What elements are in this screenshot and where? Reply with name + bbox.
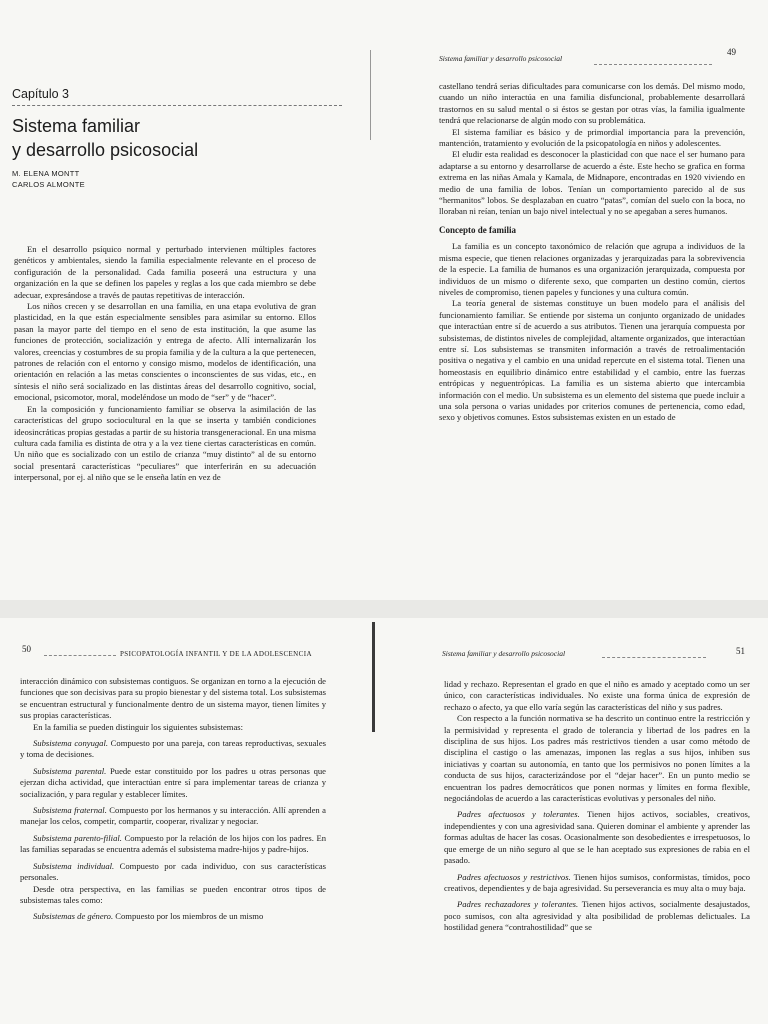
subsystem-text: Compuesto por una pareja, con tareas reproductivas, sexuales y toma de decisiones.	[20, 738, 326, 760]
subsystem-item	[20, 833, 326, 856]
subsystem-item	[20, 738, 326, 761]
parenting-style-text: Tienen hijos activos, sociables, creativos, independientes y con una agresividad sana. Quieren dominar el ambiente y aprender las formas adultas de hacer las cosas. Ocasionalmente son desobedientes e irrespetuosos, lo que emerge de un niño seguro al que se le han aceptado sus expresiones de rabia en el pasado.	[444, 809, 750, 866]
binding-shadow	[372, 622, 375, 732]
subsystem-term: Subsistema parental.	[33, 765, 107, 776]
subsystem-term: Subsistema conyugal.	[33, 738, 108, 749]
paragraph: La familia es un concepto taxonómico de relación que agrupa a individuos de la misma especie, que tienen relaciones organizadas y jerarquizadas para la sobrevivencia de la especie. La familia de humanos es una organización jerarquizada, compuesta por individuos de un mismo o diferente sexo, que comparten un destino común, ciertos niveles de compromiso, tienen papeles y funciones y una cultura común.	[439, 241, 745, 297]
subsystem-item	[20, 861, 326, 884]
running-header: Sistema familiar y desarrollo psicosocial	[439, 54, 563, 63]
subsystem-term: Subsistema fraternal.	[33, 805, 107, 816]
chapter-title-line-2: y desarrollo psicosocial	[12, 140, 199, 160]
parenting-style-term: Padres rechazadores y tolerantes.	[457, 899, 579, 910]
paragraph: Desde otra perspectiva, en las familias se pueden encontrar otros tipos de subsistemas tales como:	[20, 883, 326, 905]
paragraph: Con respecto a la función normativa se ha descrito un continuo entre la restricción y la permisividad y representa el grado de tolerancia y libertad de los padres en la disciplina de sus hijos. Los padres más restrictivos tienden a usar como método de disciplina el castigo o las amenazas, imponen las reglas a sus hijos, inhiben sus iniciativas y coartan su autonomía, en tanto que los permisivos no ponen límites a la conducta de sus hijos, caracterizándose por el “dejar hacer”. En un punto medio se encuentran los padres democráticos que ponen normas y límites en forma flexible, negociándolas de acuerdo a las características evolutivas y personales del niño.	[444, 713, 750, 804]
paragraph: lidad y rechazo. Representan el grado en que el niño es amado y aceptado como un ser único, con características individuales. No existe una forma única de expresión de rechazo o afecto, ya que ello varía según las características del niño y sus padres.	[444, 679, 750, 712]
paragraph: La teoría general de sistemas constituye un buen modelo para el análisis del funcionamiento familiar. Se entiende por sistema un conjunto organizado de unidades que interactúan entre sí de acuerdo a sus atributos. Tienen una jerarquía compuesta por subsistemas, de distintos niveles de complejidad, altamente organizados, que interactúan entre sí. Los subsistemas se transmiten información a través de retroalimentación positiva o negativa y el cambio en una unidad repercute en el sistema total. Tienen una homeostasis en equilibrio dinámico entre estabilidad y el cambio, entre las fuerzas entrópicas y neguentrópicas. La familia es un sistema abierto que intercambia información con el medio. Un subsistema es un elemento del sistema que puede incluir a una sola persona o varias unidades por criterios comunes de pertenencia, como edad, sexo y objetivos comunes. Estos subsistemas existen en un estado de	[439, 298, 745, 423]
binding-shadow	[370, 50, 371, 140]
page-number: 50	[22, 644, 31, 654]
header-rule	[602, 657, 706, 658]
paragraph: interacción dinámico con subsistemas contiguos. Se organizan en torno a la ejecución de funciones que son decisivas para su propio bienestar y del sistema total. Los subsistemas se encuentran estructural y funcionalmente dentro de un sistema mayor, tienen límites y sus propias características.	[20, 676, 326, 721]
page-chapter-opening	[0, 0, 384, 600]
body-text	[444, 679, 750, 934]
subsystem-text: Compuesto por cada individuo, con sus características personales.	[20, 860, 326, 883]
header-rule	[594, 64, 712, 65]
chapter-title	[12, 114, 198, 162]
subsystem-term: Subsistemas de género.	[33, 911, 114, 922]
parenting-style-term: Padres afectuosos y restrictivos.	[457, 871, 571, 882]
author-name: M. ELENA MONTT	[12, 169, 80, 178]
running-header: Sistema familiar y desarrollo psicosocial	[442, 649, 566, 658]
subsystem-term: Subsistema individual.	[33, 860, 115, 871]
paragraph: Los niños crecen y se desarrollan en una familia, en una etapa evolutiva de gran plasticidad, en la que están especialmente sensibles para asimilar su entorno. Ellos pasan la mayor parte del tiempo en el seno de esta institución, la que asume las funciones de protección, socialización y entrega de afecto. Allí internalizarán los valores, creencias y costumbres de su propia familia y de la cultura a la que pertenecen, patrones de relación con el entorno y consigo mismo, modelos de identificación, una orientación en relación a las metas conscientes o inconscientes de sus vidas, etc., en síntesis el niño será socializado en las distintas áreas del desarrollo cognitivo, social, emocional, psicomotor, moral, modeléndose un modo de “ser” y de “hacer”.	[14, 301, 316, 403]
paragraph: En la composición y funcionamiento familiar se observa la asimilación de las características del grupo sociocultural en la que se inserta y también condiciones ideosincráticas propias gestadas a partir de su historia transgeneracional. En una misma cultura cada familia es distinta de otra y a la vez tiene ciertas características en común. Un niño que es socializado con un estilo de crianza “muy distinto” al de su entorno social presentará características “peculiares” que interferirán en su adecuación interpersonal, por ej. al niño que se le enseña latín en vez de	[14, 403, 316, 483]
subsystem-text: Compuesto por los miembros de un mismo	[113, 911, 264, 922]
author-name: CARLOS ALMONTE	[12, 180, 85, 189]
subsystem-text: Compuesto por la relación de los hijos con los padres. En las familias separadas se encuentra además el subsistema madre-hijos y padre-hijos.	[20, 832, 327, 855]
page-51	[384, 618, 768, 1024]
parenting-style-item	[444, 809, 750, 866]
paragraph: En el desarrollo psíquico normal y perturbado intervienen múltiples factores genéticos y ambientales, siendo la familia especialmente relevante en el proceso de configuración de la personalidad. Cada familia poseerá una estructura y una organización en la que se definen los papeles y reglas a los que cada miembro se debe adecuar, expresándose a través de pautas repetitivas de interacción.	[14, 244, 316, 300]
paragraph: El sistema familiar es básico y de primordial importancia para la prevención, mantención, tratamiento y evolución de la psicopatología en niños y adolescentes.	[439, 126, 745, 149]
parenting-style-term: Padres afectuosos y tolerantes.	[457, 809, 580, 820]
running-header: PSICOPATOLOGÍA INFANTIL Y DE LA ADOLESCENCIA	[120, 650, 312, 658]
subsystem-text: Puede estar constituido por los padres u otras personas que ejerzan dicha actividad, que interactúan entre sí para implementar tareas de crianza y socialización, y para regular y establecer límites.	[20, 765, 326, 799]
paragraph: castellano tendrá serias dificultades para comunicarse con los demás. Del mismo modo, cuando un niño interactúa en una familia disfuncional, probablemente desarrollará trastornos en su salud mental o si éstos se gestan por otras vías, la familia igualmente tendrá que relacionarse de algún modo con su problemática.	[439, 81, 745, 126]
subsystem-item	[20, 805, 326, 828]
body-text	[20, 676, 326, 923]
subsystem-item	[20, 766, 326, 800]
chapter-title-line-1: Sistema familiar	[12, 116, 141, 136]
paragraph: El eludir esta realidad es desconocer la plasticidad con que nace el ser humano para adaptarse a su entorno y desarrollarse de acuerdo a éste. Este hecho se grafica en forma extrema en las niñas Amala y Kamala, de Midnapore, encontradas en 1920 viviendo en medio de una familia de lobos. Tenían un comportamiento parecido al de sus “hermanitos” lobos. Se desplazaban en cuatro “patas”, comían del suelo con la boca, no lloraban ni reían, tenían un bajo nivel intelectual y no se apegaban a seres humanos.	[439, 149, 745, 217]
chapter-rule	[12, 105, 342, 106]
parenting-style-text: Tienen hijos sumisos, conformistas, tímidos, poco creativos, dependientes y de baja agresividad. Su perseverancia es muy alta o muy baja.	[444, 871, 750, 893]
body-text	[439, 81, 745, 424]
chapter-authors	[12, 168, 85, 190]
parenting-style-item	[444, 872, 750, 895]
chapter-label: Capítulo 3	[12, 87, 69, 101]
section-heading: Concepto de familia	[439, 224, 516, 235]
header-rule	[44, 655, 116, 656]
page-49	[384, 0, 768, 600]
parenting-style-text: Tienen hijos activos, socialmente desajustados, poco sumisos, con alta agresividad y alta posibilidad de problemas delictuales. La hostilidad genera “contrahostilidad” que se	[444, 899, 750, 933]
parenting-style-item	[444, 899, 750, 933]
page-number: 51	[736, 646, 745, 656]
subsystem-item	[20, 911, 326, 922]
page-50	[0, 618, 384, 1024]
subsystem-term: Subsistema parento-filial.	[33, 832, 122, 843]
page-number: 49	[727, 47, 736, 57]
paragraph: En la familia se pueden distinguir los siguientes subsistemas:	[33, 721, 244, 732]
body-text	[14, 244, 316, 484]
subsystem-text: Compuesto por los hermanos y su interacción. Allí aprenden a manejar los celos, competir, compartir, cooperar, rivalizar y negociar.	[20, 805, 326, 827]
